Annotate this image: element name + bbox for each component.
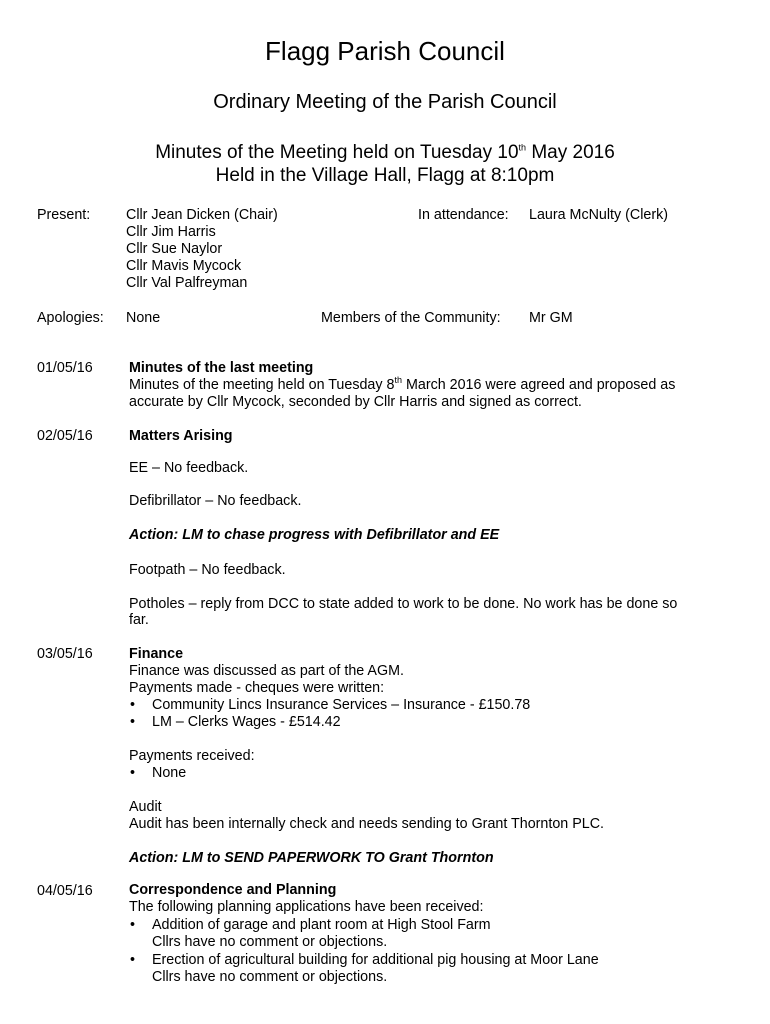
action-note: Action: LM to chase progress with Defibrillator and EE <box>129 527 500 543</box>
meeting-date: Minutes of the Meeting held on Tuesday 10th May 2016 <box>155 142 615 163</box>
meeting-venue: Held in the Village Hall, Flagg at 8:10pm <box>215 165 555 186</box>
item-text: Potholes – reply from DCC to state added to work to be done. No work has be done so <box>129 596 678 612</box>
community-value: Mr GM <box>529 310 573 326</box>
item-text: Defibrillator – No feedback. <box>129 493 302 509</box>
item-number: 03/05/16 <box>37 646 93 662</box>
present-member: Cllr Mavis Mycock <box>126 258 242 274</box>
item-text: Audit has been internally check and needs sending to Grant Thornton PLC. <box>129 816 605 832</box>
list-item: • Erection of agricultural building for additional pig housing at Moor Lane <box>130 952 599 968</box>
bullet-icon: • <box>130 952 136 968</box>
item-text: far. <box>129 612 149 628</box>
item-heading: Finance <box>129 646 184 662</box>
apologies-label: Apologies: <box>37 310 104 326</box>
item-number: 01/05/16 <box>37 360 93 376</box>
attendance-value: Laura McNulty (Clerk) <box>529 207 669 223</box>
bullet-icon: • <box>130 917 136 933</box>
item-number: 04/05/16 <box>37 883 93 899</box>
list-item-note: Cllrs have no comment or objections. <box>152 969 388 985</box>
present-member: Cllr Val Palfreyman <box>126 275 248 291</box>
list-item: • None <box>130 765 187 781</box>
item-text: Payments received: <box>129 748 255 764</box>
item-heading: Minutes of the last meeting <box>129 360 314 376</box>
item-text: Minutes of the meeting held on Tuesday 8th March 2016 were agreed and proposed as <box>129 375 676 393</box>
apologies-value: None <box>126 310 161 326</box>
document-title: Flagg Parish Council <box>265 36 505 66</box>
item-text: Finance was discussed as part of the AGM. <box>129 663 404 679</box>
item-subheading: Audit <box>129 799 162 815</box>
item-text: EE – No feedback. <box>129 460 249 476</box>
attendance-label: In attendance: <box>418 207 509 223</box>
present-member: Cllr Sue Naylor <box>126 241 223 257</box>
list-item: • LM – Clerks Wages - £514.42 <box>130 714 341 730</box>
item-text: Footpath – No feedback. <box>129 562 286 578</box>
bullet-icon: • <box>130 765 136 781</box>
community-label: Members of the Community: <box>321 310 501 326</box>
item-number: 02/05/16 <box>37 428 93 444</box>
list-item: • Community Lincs Insurance Services – Insurance - £150.78 <box>130 697 531 713</box>
bullet-icon: • <box>130 697 136 713</box>
list-item: • Addition of garage and plant room at High Stool Farm <box>130 917 491 933</box>
list-item-note: Cllrs have no comment or objections. <box>152 934 388 950</box>
action-note: Action: LM to SEND PAPERWORK TO Grant Thornton <box>129 850 494 866</box>
bullet-icon: • <box>130 714 136 730</box>
present-label: Present: <box>37 207 91 223</box>
item-text: The following planning applications have been received: <box>129 899 484 915</box>
item-heading: Correspondence and Planning <box>129 882 337 898</box>
present-member: Cllr Jean Dicken (Chair) <box>126 207 278 223</box>
meeting-type: Ordinary Meeting of the Parish Council <box>213 91 557 113</box>
item-heading: Matters Arising <box>129 428 233 444</box>
present-member: Cllr Jim Harris <box>126 224 216 240</box>
item-text: accurate by Cllr Mycock, seconded by Cllr Harris and signed as correct. <box>129 394 582 410</box>
item-text: Payments made - cheques were written: <box>129 680 385 696</box>
